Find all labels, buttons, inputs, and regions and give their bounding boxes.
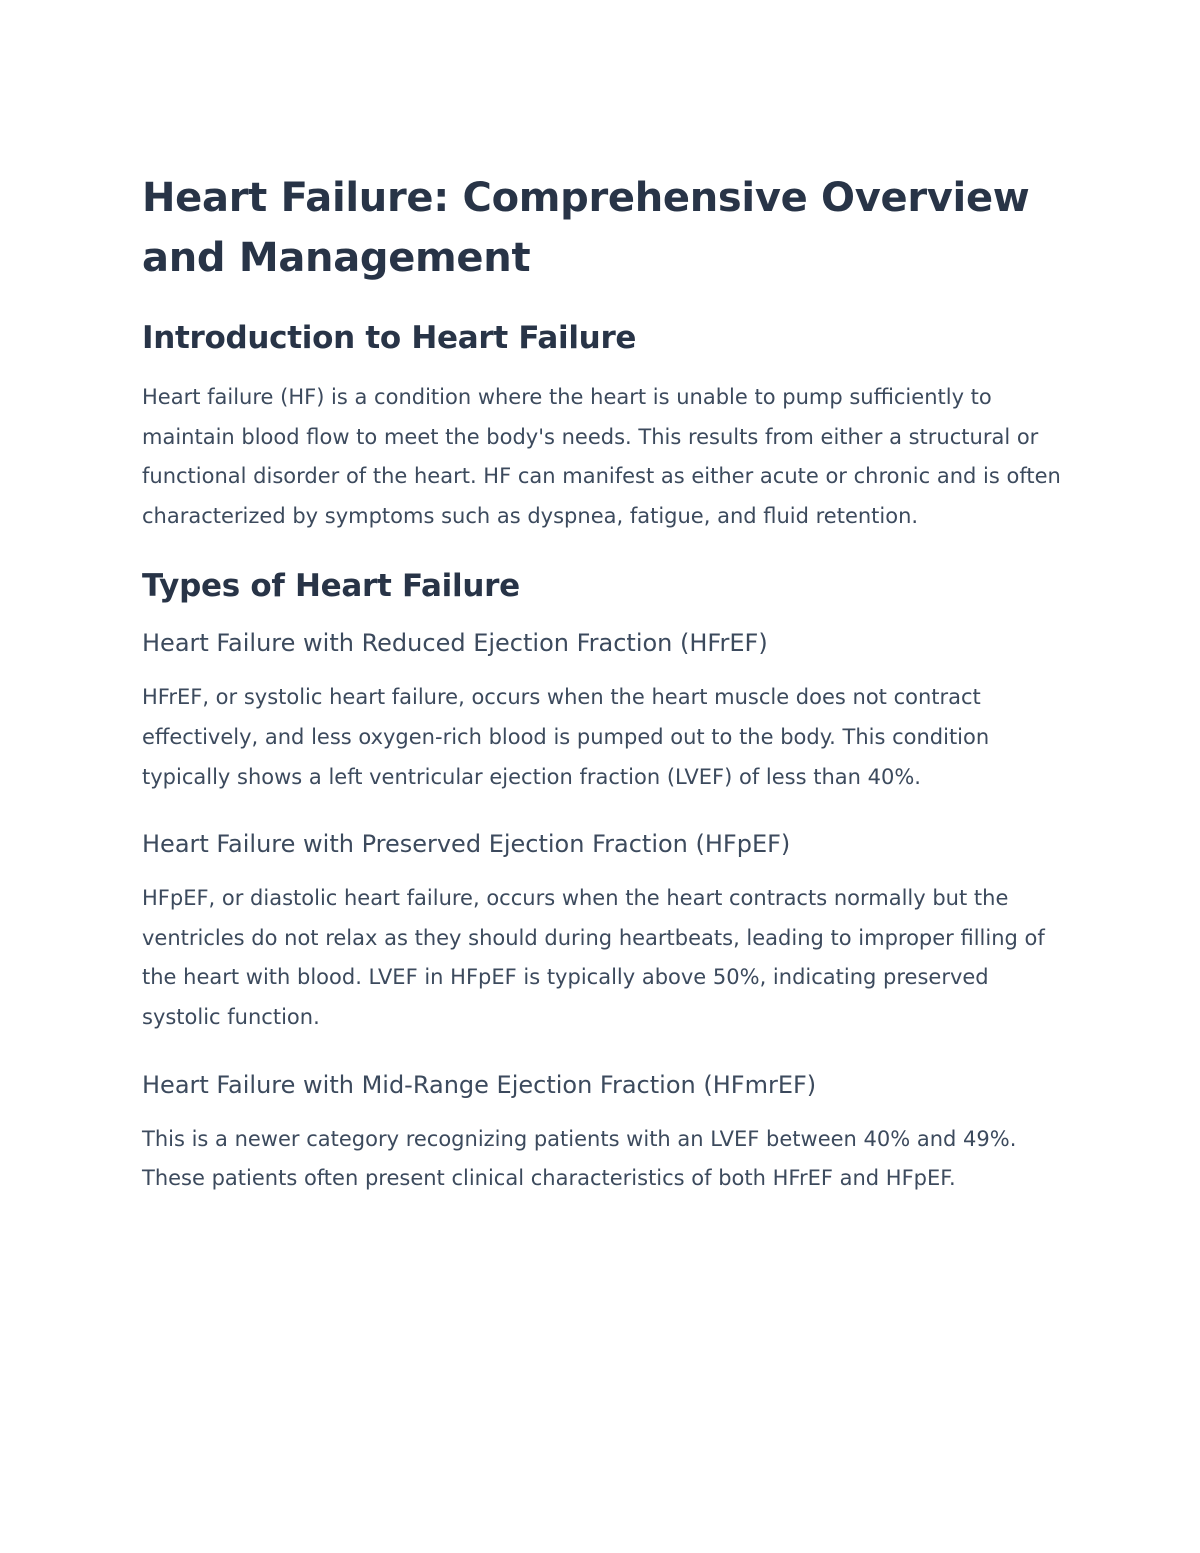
subsection-hfmref [142,1068,1062,1199]
subsection-hfref [142,626,1062,797]
subsection-heading-hfref: Heart Failure with Reduced Ejection Fraction (HFrEF) [142,629,768,658]
section-heading-types: Types of Heart Failure [142,568,520,605]
paragraph-hfmref: This is a newer category recognizing patients with an LVEF between 40% and 49%. These patients often present clinical characteristics of both HFrEF and HFpEF. [142,1126,1017,1191]
paragraph-introduction: Heart failure (HF) is a condition where the heart is unable to pump sufficiently to maintain blood flow to meet the body's needs. This results from either a structural or functional disorder of the heart. HF can manifest as either acute or chronic and is often characterized by symptoms such as dyspnea, fatigue, and fluid retention. [142,385,1061,528]
document-page [142,168,1062,1229]
subsection-hfpef [142,827,1062,1037]
section-types [142,566,1062,1198]
paragraph-hfpef: HFpEF, or diastolic heart failure, occurs when the heart contracts normally but the ventricles do not relax as they should during heartbeats, leading to improper filling of the heart with blood. LVEF in HFpEF is typically above 50%, indicating preserved systolic function. [142,886,1045,1029]
document-title: Heart Failure: Comprehensive Overview and Management [142,175,1030,281]
section-heading-introduction: Introduction to Heart Failure [142,320,637,356]
section-introduction [142,318,1062,536]
subsection-heading-hfpef: Heart Failure with Preserved Ejection Fraction (HFpEF) [142,830,791,859]
paragraph-hfref: HFrEF, or systolic heart failure, occurs when the heart muscle does not contract effectively, and less oxygen-rich blood is pumped out to the body. This condition typically shows a left ventricular ejection fraction (LVEF) of less than 40%. [142,685,990,789]
subsection-heading-hfmref: Heart Failure with Mid-Range Ejection Fraction (HFmrEF) [142,1070,817,1099]
